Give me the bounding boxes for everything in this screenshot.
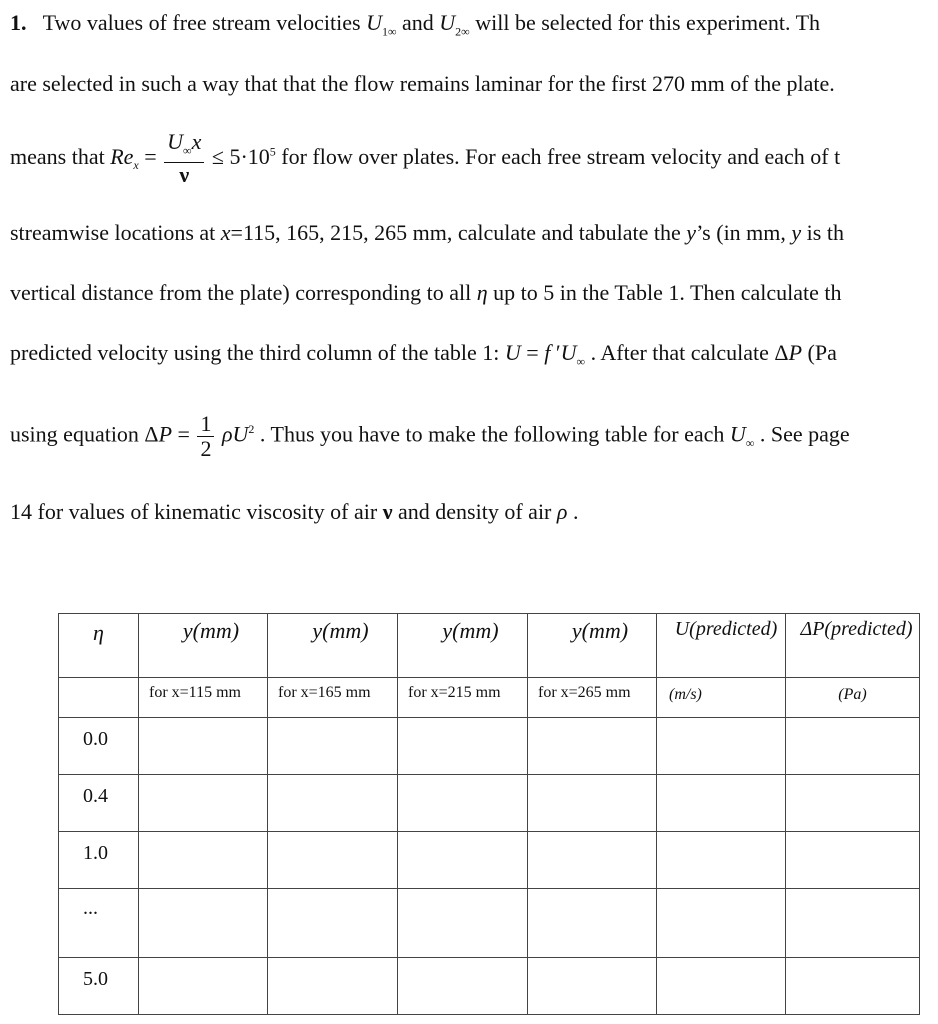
results-table bbox=[58, 613, 920, 1015]
table-cell bbox=[528, 958, 657, 1015]
table-cell bbox=[398, 775, 528, 832]
table-cell bbox=[139, 832, 268, 889]
paragraph-line-8: 14 for values of kinematic viscosity of air ν and density of air ρ . bbox=[10, 499, 579, 524]
table-cell: for x=215 mm bbox=[398, 678, 528, 718]
table-cell bbox=[139, 958, 268, 1015]
table-cell bbox=[528, 775, 657, 832]
eta-cell: 1.0 bbox=[59, 832, 139, 889]
table-cell: (Pa) bbox=[786, 678, 920, 718]
table-cell bbox=[139, 775, 268, 832]
table-cell bbox=[786, 775, 920, 832]
table-cell: (m/s) bbox=[657, 678, 786, 718]
paragraph-line-5: vertical distance from the plate) corresponding to all η up to 5 in the Table 1. Then calculate th bbox=[10, 280, 842, 305]
table-cell bbox=[268, 718, 398, 775]
paragraph-line-1: 1. Two values of free stream velocities $U_{1\infty}$ and $U_{2\infty}$ will be selected for this experiment. Th bbox=[10, 10, 821, 39]
table-cell bbox=[528, 889, 657, 958]
table-cell bbox=[398, 958, 528, 1015]
table-cell: for x=115 mm bbox=[139, 678, 268, 718]
item-number: 1. bbox=[10, 10, 27, 35]
y-header-cell: y(mm) bbox=[528, 614, 657, 678]
reynolds-fraction: $\frac{U_\infty x}{\nu}$ bbox=[164, 130, 204, 187]
table-cell bbox=[657, 958, 786, 1015]
table-cell bbox=[786, 718, 920, 775]
eta-cell: 5.0 bbox=[59, 958, 139, 1015]
paragraph-line-2: are selected in such a way that that the flow remains laminar for the first 270 mm of the plate. bbox=[10, 71, 835, 96]
paragraph-line-6: predicted velocity using the third column of the table 1: U = f $'U_\infty$ . After that calculate ΔP (Pa bbox=[10, 340, 837, 369]
table-cell bbox=[398, 832, 528, 889]
table-cell bbox=[657, 889, 786, 958]
y-header-cell: y(mm) bbox=[268, 614, 398, 678]
table-row bbox=[59, 775, 920, 832]
table-cell bbox=[398, 718, 528, 775]
paragraph-line-3: means that $Re_x$ = $\frac{U_\infty x}{\nu}$ ≤ $5\cdot 10^5$ for flow over plates. For each free stream velocity and each of t bbox=[10, 129, 841, 188]
eta-cell: 0.0 bbox=[59, 718, 139, 775]
eta-cell: ... bbox=[59, 889, 139, 958]
table-cell bbox=[59, 678, 139, 718]
table-cell bbox=[528, 718, 657, 775]
table-row bbox=[59, 889, 920, 958]
table-cell: for x=265 mm bbox=[528, 678, 657, 718]
p-header-cell: ΔP(predicted) bbox=[786, 614, 920, 678]
table-cell bbox=[268, 832, 398, 889]
eta-header-cell: η bbox=[59, 614, 139, 678]
half-fraction: $\frac{1}{2}$ bbox=[197, 412, 214, 461]
table-cell bbox=[786, 832, 920, 889]
table-cell bbox=[786, 958, 920, 1015]
y-header-cell: y(mm) bbox=[398, 614, 528, 678]
table-cell bbox=[268, 775, 398, 832]
table-cell bbox=[657, 718, 786, 775]
table-row bbox=[59, 958, 920, 1015]
table-cell: for x=165 mm bbox=[268, 678, 398, 718]
table-header-row bbox=[59, 614, 920, 678]
table-cell bbox=[139, 718, 268, 775]
table-cell bbox=[528, 832, 657, 889]
table-cell bbox=[657, 775, 786, 832]
eta-cell: 0.4 bbox=[59, 775, 139, 832]
table-cell bbox=[657, 832, 786, 889]
table-cell bbox=[398, 889, 528, 958]
u-header-cell: U(predicted) bbox=[657, 614, 786, 678]
table-row bbox=[59, 718, 920, 775]
table-row bbox=[59, 832, 920, 889]
table-cell bbox=[268, 889, 398, 958]
table-subheader-row bbox=[59, 678, 920, 718]
table-cell bbox=[268, 958, 398, 1015]
paragraph-line-7: using equation ΔP = $\frac{1}{2}$ $\rho U^2$ . Thus you have to make the following table for each $U_\infty$ . See page bbox=[10, 411, 850, 461]
table-cell bbox=[786, 889, 920, 958]
y-header-cell: y(mm) bbox=[139, 614, 268, 678]
table-cell bbox=[139, 889, 268, 958]
paragraph-line-4: streamwise locations at x=115, 165, 215, 265 mm, calculate and tabulate the y’s (in mm, y is th bbox=[10, 220, 844, 245]
